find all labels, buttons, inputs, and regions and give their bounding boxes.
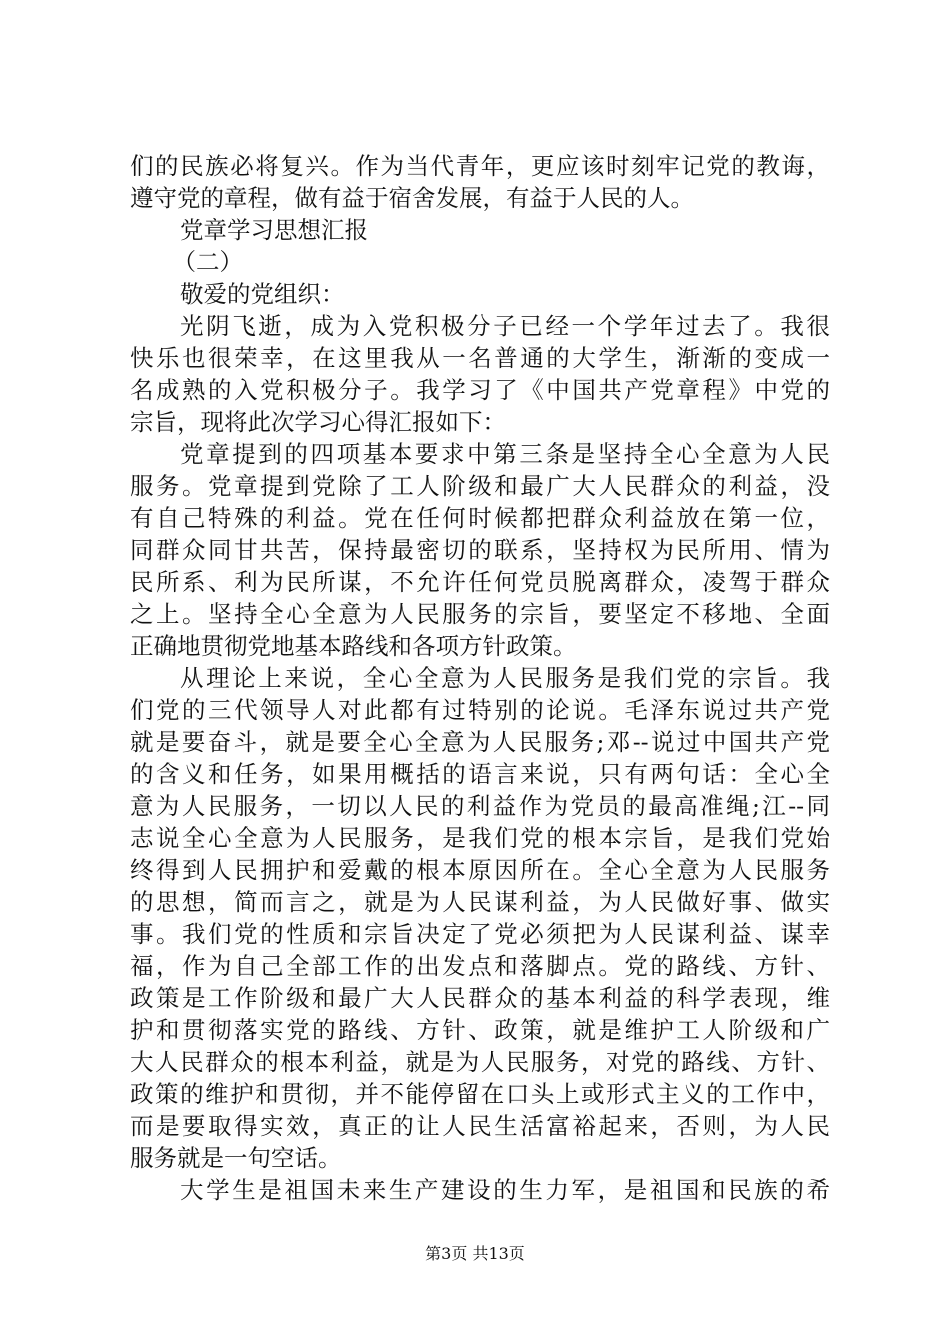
text-line: 就是要奋斗，就是要全心全意为人民服务;邓--说过中国共产党 <box>130 728 830 756</box>
text-line: 正确地贯彻党地基本路线和各项方针政策。 <box>130 632 577 660</box>
text-line: 大人民群众的根本利益，就是为人民服务，对党的路线、方针、 <box>130 1048 830 1076</box>
text-line: 政策是工作阶级和最广大人民群众的基本利益的科学表现，维 <box>130 984 830 1012</box>
text-line: 事。我们党的性质和宗旨决定了党必须把为人民谋利益、谋幸 <box>130 920 830 948</box>
text-line: 意为人民服务，一切以人民的利益作为党员的最高准绳;江--同 <box>130 792 830 820</box>
text-line: 的思想，简而言之，就是为人民谋利益，为人民做好事、做实 <box>130 888 830 916</box>
text-line: 快乐也很荣幸，在这里我从一名普通的大学生，渐渐的变成一 <box>130 344 830 372</box>
text-line: 党章学习思想汇报 <box>180 216 368 244</box>
text-line: 光阴飞逝，成为入党积极分子已经一个学年过去了。我很 <box>180 312 830 340</box>
text-line: 遵守党的章程，做有益于宿舍发展，有益于人民的人。 <box>130 184 694 212</box>
text-line: 志说全心全意为人民服务，是我们党的根本宗旨，是我们党始 <box>130 824 830 852</box>
text-line: 从理论上来说，全心全意为人民服务是我们党的宗旨。我 <box>180 664 830 692</box>
text-line: 而是要取得实效，真正的让人民生活富裕起来，否则，为人民 <box>130 1112 830 1140</box>
text-line: 的含义和任务，如果用概括的语言来说，只有两句话：全心全 <box>130 760 830 788</box>
text-line: 服务。党章提到党除了工人阶级和最广大人民群众的利益，没 <box>130 472 830 500</box>
text-line: 们的民族必将复兴。作为当代青年，更应该时刻牢记党的教诲， <box>130 152 830 180</box>
text-line: 敬爱的党组织： <box>180 280 345 308</box>
text-line: 党章提到的四项基本要求中第三条是坚持全心全意为人民 <box>180 440 830 468</box>
text-line: 政策的维护和贯彻，并不能停留在口头上或形式主义的工作中， <box>130 1080 830 1108</box>
page-footer: 第3页 共13页 <box>425 1244 525 1263</box>
text-line: 之上。坚持全心全意为人民服务的宗旨，要坚定不移地、全面 <box>130 600 830 628</box>
text-line: 们党的三代领导人对此都有过特别的论说。毛泽东说过共产党 <box>130 696 830 724</box>
text-line: 护和贯彻落实党的路线、方针、政策，就是维护工人阶级和广 <box>130 1016 830 1044</box>
text-line: 有自己特殊的利益。党在任何时候都把群众利益放在第一位， <box>130 504 830 532</box>
text-line: 民所系、利为民所谋，不允许任何党员脱离群众，凌驾于群众 <box>130 568 830 596</box>
text-line: 福，作为自己全部工作的出发点和落脚点。党的路线、方针、 <box>130 952 830 980</box>
text-line: 大学生是祖国未来生产建设的生力军，是祖国和民族的希 <box>180 1176 830 1204</box>
text-line: 同群众同甘共苦，保持最密切的联系，坚持权为民所用、情为 <box>130 536 830 564</box>
document-body <box>130 150 830 1206</box>
text-line: 宗旨，现将此次学习心得汇报如下： <box>130 408 506 436</box>
text-line: 名成熟的入党积极分子。我学习了《中国共产党章程》中党的 <box>130 376 830 404</box>
text-line: 服务就是一句空话。 <box>130 1144 342 1172</box>
text-line: 终得到人民拥护和爱戴的根本原因所在。全心全意为人民服务 <box>130 856 830 884</box>
text-line: （二） <box>172 248 243 276</box>
